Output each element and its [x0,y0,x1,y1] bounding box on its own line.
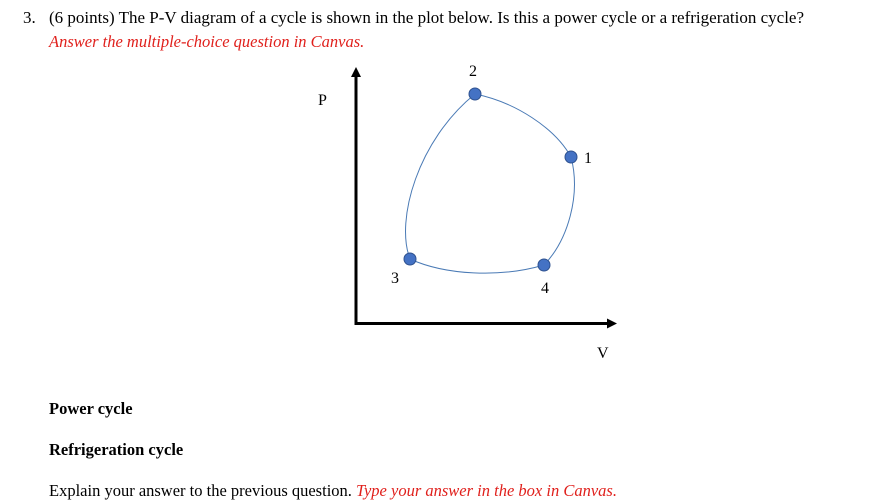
choice-power-cycle: Power cycle [49,399,133,418]
question-number: 3. [23,8,36,27]
cycle-curve [406,94,575,273]
state-point-2 [469,88,481,100]
question-text: (6 points) The P-V diagram of a cycle is shown in the plot below. Is this a power cycle or a refrigeration cycle? [49,8,805,27]
state-point-3 [404,253,416,265]
state-label-1: 1 [584,150,592,167]
y-axis-label: P [318,92,327,109]
followup-text: Explain your answer to the previous question. [49,481,352,500]
followup-line [49,481,617,501]
state-point-4 [538,259,550,271]
choice-refrigeration-cycle: Refrigeration cycle [49,440,184,459]
state-label-3: 3 [391,270,399,287]
state-label-2: 2 [469,63,477,80]
x-axis-label: V [597,345,609,362]
state-label-4: 4 [541,280,549,297]
state-point-1 [565,151,577,163]
followup-instruction: Type your answer in the box in Canvas. [356,481,617,500]
question-instruction: Answer the multiple-choice question in Canvas. [49,32,365,51]
